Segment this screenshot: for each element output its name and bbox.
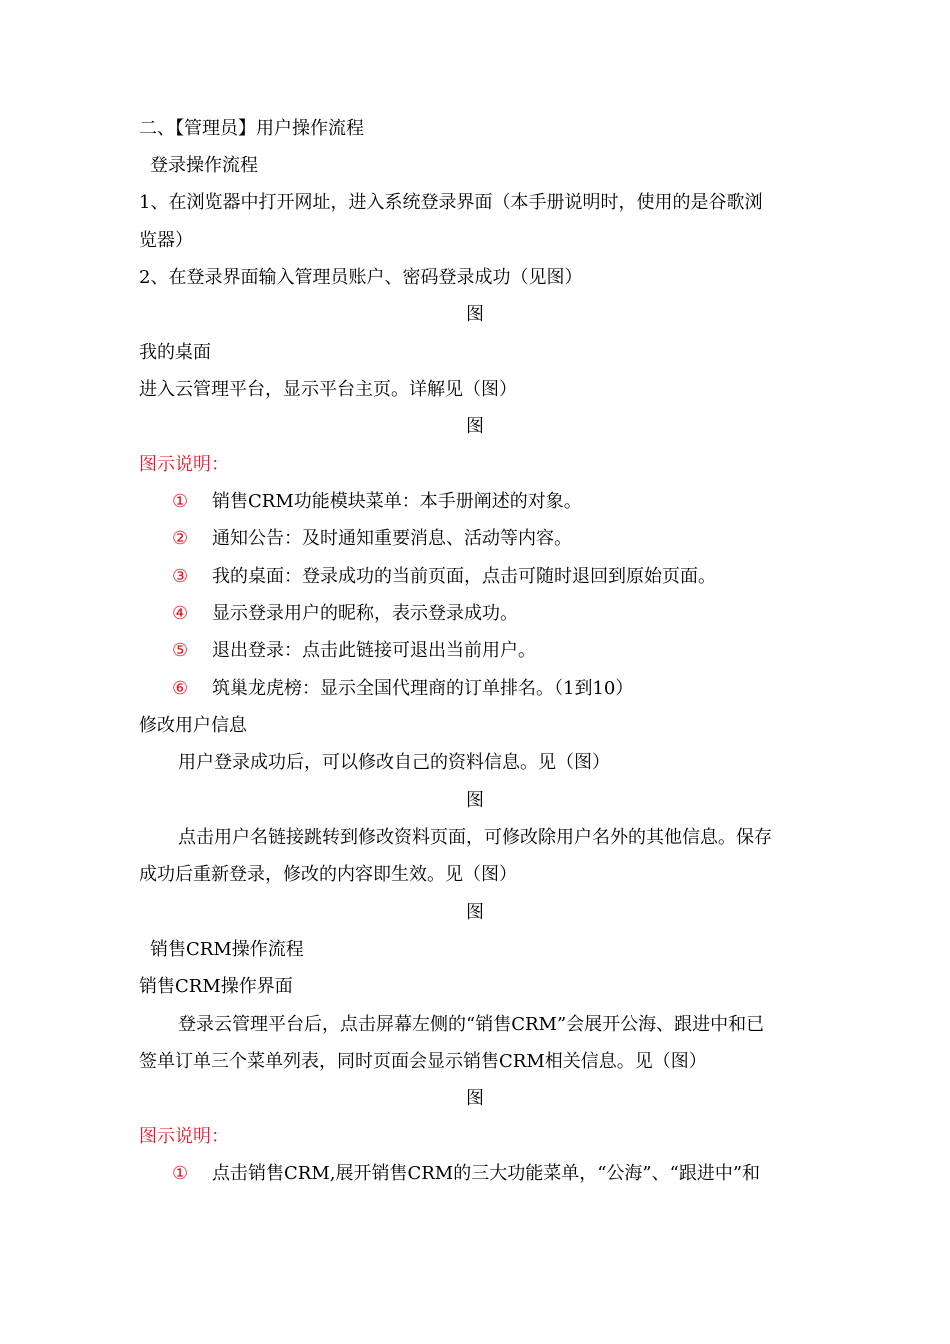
crm-text-line1: 登录云管理平台后，点击屏幕左侧的“销售CRM”会展开公海、跟进中和已 <box>178 1014 765 1035</box>
profile-text2-line2: 成功后重新登录，修改的内容即生效。见（图） <box>139 864 517 885</box>
legend-text: 显示登录用户的昵称，表示登录成功。 <box>212 603 518 624</box>
legend-number: ① <box>172 1163 189 1184</box>
legend-text: 筑巢龙虎榜：显示全国代理商的订单排名。（1到10） <box>212 678 634 699</box>
legend-text: 点击销售CRM,展开销售CRM的三大功能菜单，“公海”、“跟进中”和 <box>212 1163 761 1184</box>
profile-heading: 修改用户信息 <box>139 715 247 736</box>
crm-text-line2: 签单订单三个菜单列表，同时页面会显示销售CRM相关信息。见（图） <box>139 1051 707 1072</box>
crm-legend-title: 图示说明： <box>139 1126 229 1147</box>
legend-item <box>172 526 950 552</box>
desktop-text: 进入云管理平台，显示平台主页。详解见（图） <box>139 379 517 400</box>
section-title: 二、【管理员】用户操作流程 <box>139 118 364 139</box>
legend-item <box>172 1161 950 1187</box>
legend-number: ③ <box>172 566 189 587</box>
legend-text: 销售CRM功能模块菜单：本手册阐述的对象。 <box>212 491 582 512</box>
desktop-legend-title: 图示说明： <box>139 454 229 475</box>
legend-number: ② <box>172 528 189 549</box>
desktop-figure: 图 <box>466 416 484 437</box>
login-step1-line2: 览器） <box>139 230 193 251</box>
crm-figure: 图 <box>466 1088 484 1109</box>
profile-text: 用户登录成功后，可以修改自己的资料信息。见（图） <box>178 752 610 773</box>
profile-figure-2: 图 <box>466 902 484 923</box>
crm-subheading: 销售CRM操作界面 <box>139 976 293 997</box>
legend-item <box>172 601 950 627</box>
login-figure: 图 <box>466 304 484 325</box>
legend-number: ① <box>172 491 189 512</box>
legend-number: ⑤ <box>172 640 189 661</box>
profile-text2-line1: 点击用户名链接跳转到修改资料页面，可修改除用户名外的其他信息。保存 <box>178 827 772 848</box>
login-step1-line1: 1、在浏览器中打开网址，进入系统登录界面（本手册说明时，使用的是谷歌浏 <box>139 192 763 213</box>
login-heading: 登录操作流程 <box>150 155 258 176</box>
legend-item <box>172 676 950 702</box>
legend-item <box>172 489 950 515</box>
legend-number: ④ <box>172 603 189 624</box>
legend-text: 通知公告：及时通知重要消息、活动等内容。 <box>212 528 572 549</box>
profile-figure-1: 图 <box>466 790 484 811</box>
login-step2: 2、在登录界面输入管理员账户、密码登录成功（见图） <box>139 267 583 288</box>
legend-item <box>172 638 950 664</box>
legend-text: 我的桌面：登录成功的当前页面，点击可随时退回到原始页面。 <box>212 566 716 587</box>
legend-item <box>172 564 950 590</box>
desktop-heading: 我的桌面 <box>139 342 211 363</box>
legend-number: ⑥ <box>172 678 189 699</box>
legend-text: 退出登录：点击此链接可退出当前用户。 <box>212 640 536 661</box>
crm-heading: 销售CRM操作流程 <box>150 939 304 960</box>
